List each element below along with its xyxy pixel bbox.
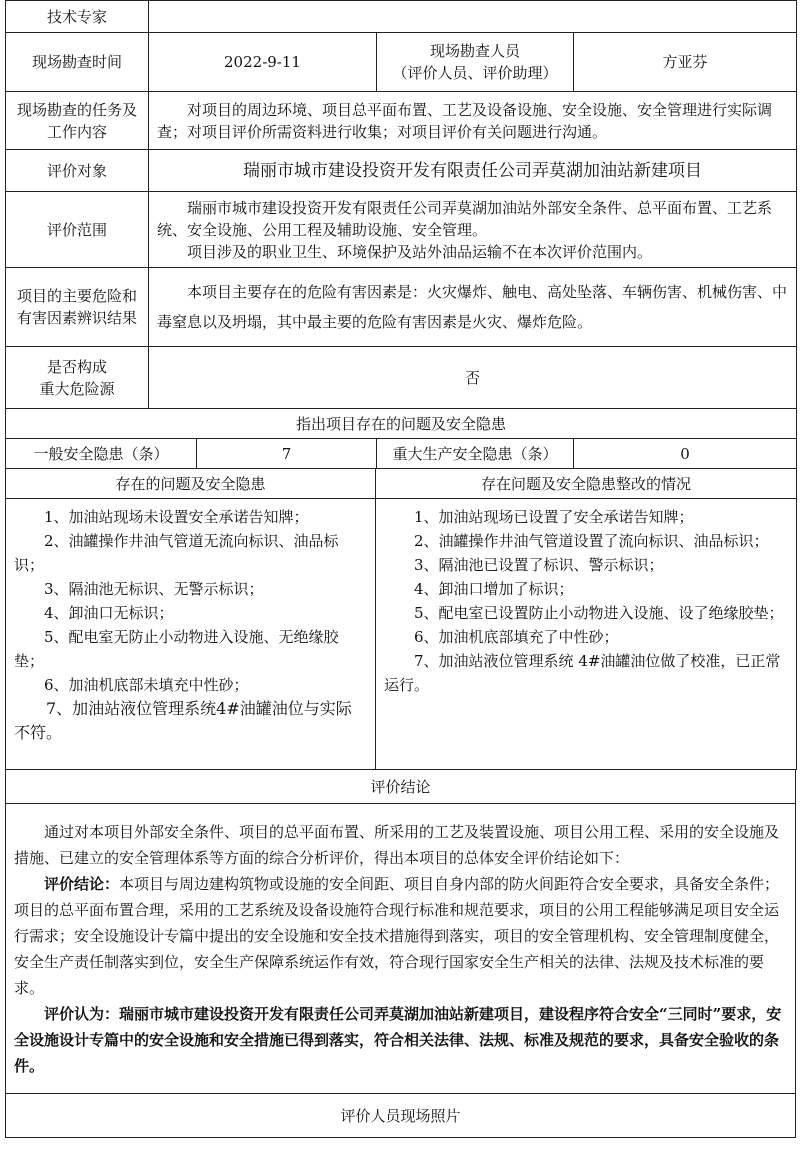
- conclusion-title-row: [6, 770, 796, 804]
- expert-value: [149, 1, 797, 33]
- fix-item: 3、隔油池已设置了标识、警示标识；: [414, 556, 664, 574]
- scope-row: [6, 192, 797, 268]
- issues-table: [5, 468, 797, 770]
- major-count-label: 重大生产安全隐患（条）: [377, 439, 574, 469]
- issues-header-row: [6, 469, 797, 499]
- survey-staff-value: 方亚芬: [574, 33, 797, 92]
- issue-item: 6、加油机底部未填充中性砂；: [44, 676, 249, 694]
- issue-item: 1、加油站现场未设置安全承诺告知牌；: [44, 508, 309, 526]
- hazard-label: 项目的主要危险和有害因素辨识结果: [6, 268, 149, 347]
- issue-item: 2、油罐操作井油气管道无流向标识、油品标识；: [14, 532, 339, 574]
- object-value: 瑞丽市城市建设投资开发有限责任公司弄莫湖加油站新建项目: [149, 150, 797, 192]
- photos-title: 评价人员现场照片: [6, 1094, 796, 1138]
- major-hazard-value: 否: [149, 347, 797, 409]
- conclusion-label: 评价结论：: [44, 874, 120, 893]
- general-count-label: 一般安全隐患（条）: [6, 439, 197, 469]
- fixes-list: [376, 499, 797, 770]
- major-hazard-row: [6, 347, 797, 409]
- counts-row: [6, 439, 797, 469]
- object-label: 评价对象: [6, 150, 149, 192]
- conclusion-intro: 通过对本项目外部安全条件、项目的总平面布置、所采用的工艺及装置设施、项目公用工程、采用的安全设施及措施、已建立的安全管理体系等方面的综合分析评价，得出本项目的总体安全评价结论如下：: [14, 822, 780, 867]
- conclusion-final: 评价认为：瑞丽市城市建设投资开发有限责任公司弄莫湖加油站新建项目，建设程序符合安全“三同时”要求，安全设施设计专篇中的安全设施和安全措施已得到落实，符合相关法律、法规、标准及规范的要求，具备安全验收的条件。: [14, 1004, 782, 1075]
- fix-item: 5、配电室已设置防止小动物进入设施、设了绝缘胶垫；: [414, 604, 784, 622]
- issues-left-header: 存在的问题及安全隐患: [6, 469, 376, 499]
- scope-label: 评价范围: [6, 192, 149, 268]
- issue-item: 7、加油站液位管理系统4#油罐油位与实际不符。: [14, 699, 352, 742]
- object-row: [6, 150, 797, 192]
- fix-item: 1、加油站现场已设置了安全承诺告知牌；: [414, 508, 694, 526]
- fix-item: 4、卸油口增加了标识；: [414, 580, 574, 598]
- issues-list: [6, 499, 376, 770]
- issues-body-row: [6, 499, 797, 770]
- conclusion-body: [6, 804, 796, 1094]
- conclusion-title: 评价结论: [6, 770, 796, 804]
- expert-row: [6, 1, 797, 33]
- task-row: [6, 92, 797, 150]
- conclusion-table: [5, 769, 796, 1138]
- photos-row: [6, 1094, 796, 1138]
- task-label: 现场勘查的任务及工作内容: [6, 92, 149, 150]
- fix-item: 7、加油站液位管理系统 4#油罐油位做了校准，已正常运行。: [384, 652, 781, 694]
- survey-time-label: 现场勘查时间: [6, 33, 149, 92]
- problems-title-row: [6, 409, 797, 439]
- major-hazard-label: 是否构成 重大危险源: [6, 347, 149, 409]
- fix-item: 6、加油机底部填充了中性砂；: [414, 628, 619, 646]
- major-count-value: 0: [574, 439, 797, 469]
- hazard-value: 本项目主要存在的危险有害因素是：火灾爆炸、触电、高处坠落、车辆伤害、机械伤害、中毒窒息以及坍塌，其中最主要的危险有害因素是火灾、爆炸危险。: [149, 268, 797, 347]
- conclusion-body-row: [6, 804, 796, 1094]
- general-count-value: 7: [197, 439, 377, 469]
- task-value: 对项目的周边环境、项目总平面布置、工艺及设备设施、安全设施、安全管理进行实际调查；对项目评价所需资料进行收集；对项目评价有关问题进行沟通。: [149, 92, 797, 150]
- survey-row: [6, 33, 797, 92]
- survey-time-value: 2022-9-11: [149, 33, 377, 92]
- expert-label: 技术专家: [6, 1, 149, 33]
- issue-item: 5、配电室无防止小动物进入设施、无绝缘胶垫；: [14, 628, 339, 670]
- fix-item: 2、油罐操作井油气管道设置了流向标识、油品标识；: [414, 532, 769, 550]
- issue-item: 4、卸油口无标识；: [44, 604, 174, 622]
- conclusion-main: 评价结论：本项目与周边建构筑物或设施的安全间距、项目自身内部的防火间距符合安全要求，具备安全条件；项目的总平面布置合理，采用的工艺系统及设备设施符合现行标准和规范要求，项目的公用工程能够满足项目安全运行需求；安全设施设计专篇中提出的安全设施和安全技术措施得到落实，项目的安全管理机构、安全管理制度健全，安全生产责任制落实到位，安全生产保障系统运作有效，符合现行国家安全生产相关的法律、法规及技术标准的要求。: [14, 874, 780, 997]
- issues-right-header: 存在问题及安全隐患整改的情况: [376, 469, 797, 499]
- scope-value: 瑞丽市城市建设投资开发有限责任公司弄莫湖加油站外部安全条件、总平面布置、工艺系统、安全设施、公用工程及辅助设施、安全管理。 项目涉及的职业卫生、环境保护及站外油品运输不在本次评价范围内。: [149, 192, 797, 268]
- evaluation-document: [5, 0, 796, 1138]
- problems-title: 指出项目存在的问题及安全隐患: [6, 409, 797, 439]
- survey-staff-label: 现场勘查人员 （评价人员、评价助理）: [377, 33, 574, 92]
- issue-item: 3、隔油池无标识、无警示标识；: [44, 580, 264, 598]
- info-table: [5, 0, 797, 469]
- hazard-row: [6, 268, 797, 347]
